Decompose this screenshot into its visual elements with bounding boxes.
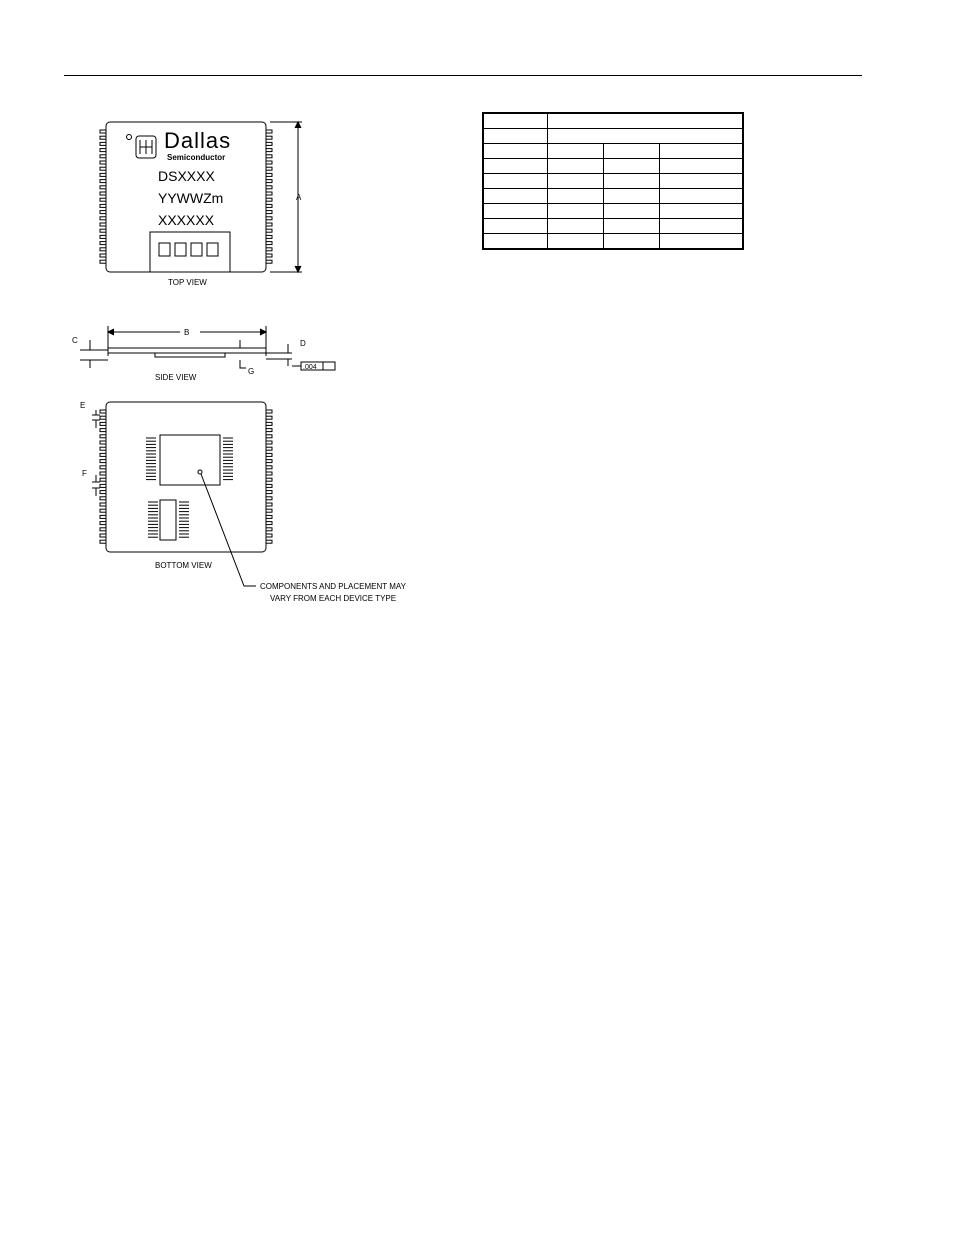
dim-f-label: F bbox=[82, 469, 87, 478]
castellation-notch bbox=[100, 155, 106, 158]
castellation-notch bbox=[100, 515, 106, 518]
table-row bbox=[483, 159, 743, 174]
castellation-notch bbox=[100, 503, 106, 506]
castellation-notch bbox=[100, 211, 106, 214]
dim-a-label: A bbox=[296, 193, 302, 202]
castellation-notch bbox=[266, 422, 272, 425]
side-view-drawing bbox=[80, 326, 335, 370]
castellation-notch bbox=[100, 149, 106, 152]
castellation-notch bbox=[100, 204, 106, 207]
castellation-notch bbox=[100, 217, 106, 220]
castellation-notch bbox=[266, 491, 272, 494]
castellation-notch bbox=[100, 130, 106, 133]
castellation-notch bbox=[266, 229, 272, 232]
table-row bbox=[483, 219, 743, 234]
castellation-notch bbox=[100, 422, 106, 425]
bottom-view-caption: BOTTOM VIEW bbox=[155, 561, 212, 570]
castellation-notch bbox=[100, 522, 106, 525]
castellation-notch bbox=[100, 540, 106, 543]
castellation-notch bbox=[266, 410, 272, 413]
castellation-notch bbox=[100, 472, 106, 475]
dim-e-label: E bbox=[80, 401, 86, 410]
castellation-notch bbox=[100, 509, 106, 512]
castellation-notch bbox=[266, 478, 272, 481]
component-note-line2: VARY FROM EACH DEVICE TYPE bbox=[270, 594, 397, 603]
castellation-notch bbox=[266, 534, 272, 537]
table-row bbox=[483, 234, 743, 250]
castellation-notch bbox=[266, 429, 272, 432]
castellation-notch bbox=[266, 515, 272, 518]
top-view-caption: TOP VIEW bbox=[168, 278, 207, 287]
castellation-notch bbox=[266, 254, 272, 257]
castellation-notch bbox=[100, 235, 106, 238]
dim-g-label: G bbox=[248, 367, 255, 376]
castellation-notch bbox=[266, 186, 272, 189]
castellation-notch bbox=[266, 472, 272, 475]
castellation-notch bbox=[100, 447, 106, 450]
castellation-notch bbox=[100, 242, 106, 245]
castellation-notch bbox=[266, 173, 272, 176]
table-row bbox=[483, 189, 743, 204]
castellation-notch bbox=[266, 484, 272, 487]
castellation-notch bbox=[100, 167, 106, 170]
castellation-notch bbox=[100, 478, 106, 481]
castellation-notch bbox=[266, 167, 272, 170]
castellation-notch bbox=[100, 186, 106, 189]
castellation-notch bbox=[266, 460, 272, 463]
castellation-notch bbox=[100, 491, 106, 494]
side-view-caption: SIDE VIEW bbox=[155, 373, 197, 382]
table-row bbox=[483, 113, 743, 129]
castellation-notch bbox=[100, 229, 106, 232]
castellation-notch bbox=[266, 130, 272, 133]
castellation-notch bbox=[266, 136, 272, 139]
table-row bbox=[483, 174, 743, 189]
castellation-notch bbox=[266, 198, 272, 201]
castellation-notch bbox=[266, 149, 272, 152]
castellation-notch bbox=[100, 528, 106, 531]
logo-subtext: Semiconductor bbox=[167, 153, 226, 162]
castellation-notch bbox=[266, 466, 272, 469]
castellation-notch bbox=[100, 441, 106, 444]
date-code-text: YYWWZm bbox=[158, 190, 224, 206]
castellation-notch bbox=[266, 260, 272, 263]
castellation-notch bbox=[266, 509, 272, 512]
dimension-table bbox=[482, 112, 744, 250]
castellation-notch bbox=[100, 534, 106, 537]
castellation-notch bbox=[266, 453, 272, 456]
castellation-notch bbox=[266, 192, 272, 195]
table-row bbox=[483, 129, 743, 144]
lot-code-text: XXXXXX bbox=[158, 212, 215, 228]
dim-d-label: D bbox=[300, 339, 306, 348]
castellation-notch bbox=[266, 522, 272, 525]
castellation-notch bbox=[266, 204, 272, 207]
castellation-notch bbox=[266, 211, 272, 214]
castellation-notch bbox=[266, 223, 272, 226]
castellation-notch bbox=[100, 260, 106, 263]
logo-text: Dallas bbox=[164, 128, 232, 153]
castellation-notch bbox=[100, 460, 106, 463]
castellation-notch bbox=[100, 173, 106, 176]
castellation-notch bbox=[266, 155, 272, 158]
castellation-notch bbox=[266, 142, 272, 145]
castellation-notch bbox=[100, 484, 106, 487]
castellation-notch bbox=[266, 416, 272, 419]
component-note-line1: COMPONENTS AND PLACEMENT MAY bbox=[260, 582, 406, 591]
castellation-notch bbox=[100, 453, 106, 456]
castellation-notch bbox=[266, 447, 272, 450]
castellation-notch bbox=[100, 136, 106, 139]
castellation-notch bbox=[100, 410, 106, 413]
castellation-notch bbox=[100, 142, 106, 145]
castellation-notch bbox=[266, 528, 272, 531]
castellation-notch bbox=[266, 161, 272, 164]
castellation-notch bbox=[266, 242, 272, 245]
castellation-notch bbox=[100, 180, 106, 183]
castellation-notch bbox=[100, 198, 106, 201]
castellation-notch bbox=[266, 235, 272, 238]
castellation-notch bbox=[266, 503, 272, 506]
castellation-notch bbox=[266, 248, 272, 251]
castellation-notch bbox=[100, 192, 106, 195]
package-drawings bbox=[60, 110, 450, 610]
dim-c-label: C bbox=[72, 336, 78, 345]
castellation-notch bbox=[100, 435, 106, 438]
castellation-notch bbox=[100, 223, 106, 226]
table-row bbox=[483, 204, 743, 219]
part-number-text: DSXXXX bbox=[158, 168, 215, 184]
castellation-notch bbox=[266, 540, 272, 543]
table-row bbox=[483, 144, 743, 159]
castellation-notch bbox=[266, 180, 272, 183]
castellation-notch bbox=[100, 161, 106, 164]
dim-b-label: B bbox=[184, 328, 190, 337]
castellation-notch bbox=[266, 217, 272, 220]
castellation-notch bbox=[100, 497, 106, 500]
castellation-notch bbox=[100, 429, 106, 432]
castellation-notch bbox=[100, 248, 106, 251]
castellation-notch bbox=[266, 441, 272, 444]
castellation-notch bbox=[100, 416, 106, 419]
castellation-notch bbox=[266, 435, 272, 438]
castellation-notch bbox=[100, 466, 106, 469]
castellation-notch bbox=[266, 497, 272, 500]
castellation-notch bbox=[100, 254, 106, 257]
header-rule bbox=[64, 75, 862, 76]
tolerance-value: .004 bbox=[303, 364, 317, 371]
bottom-view-drawing bbox=[92, 402, 272, 586]
